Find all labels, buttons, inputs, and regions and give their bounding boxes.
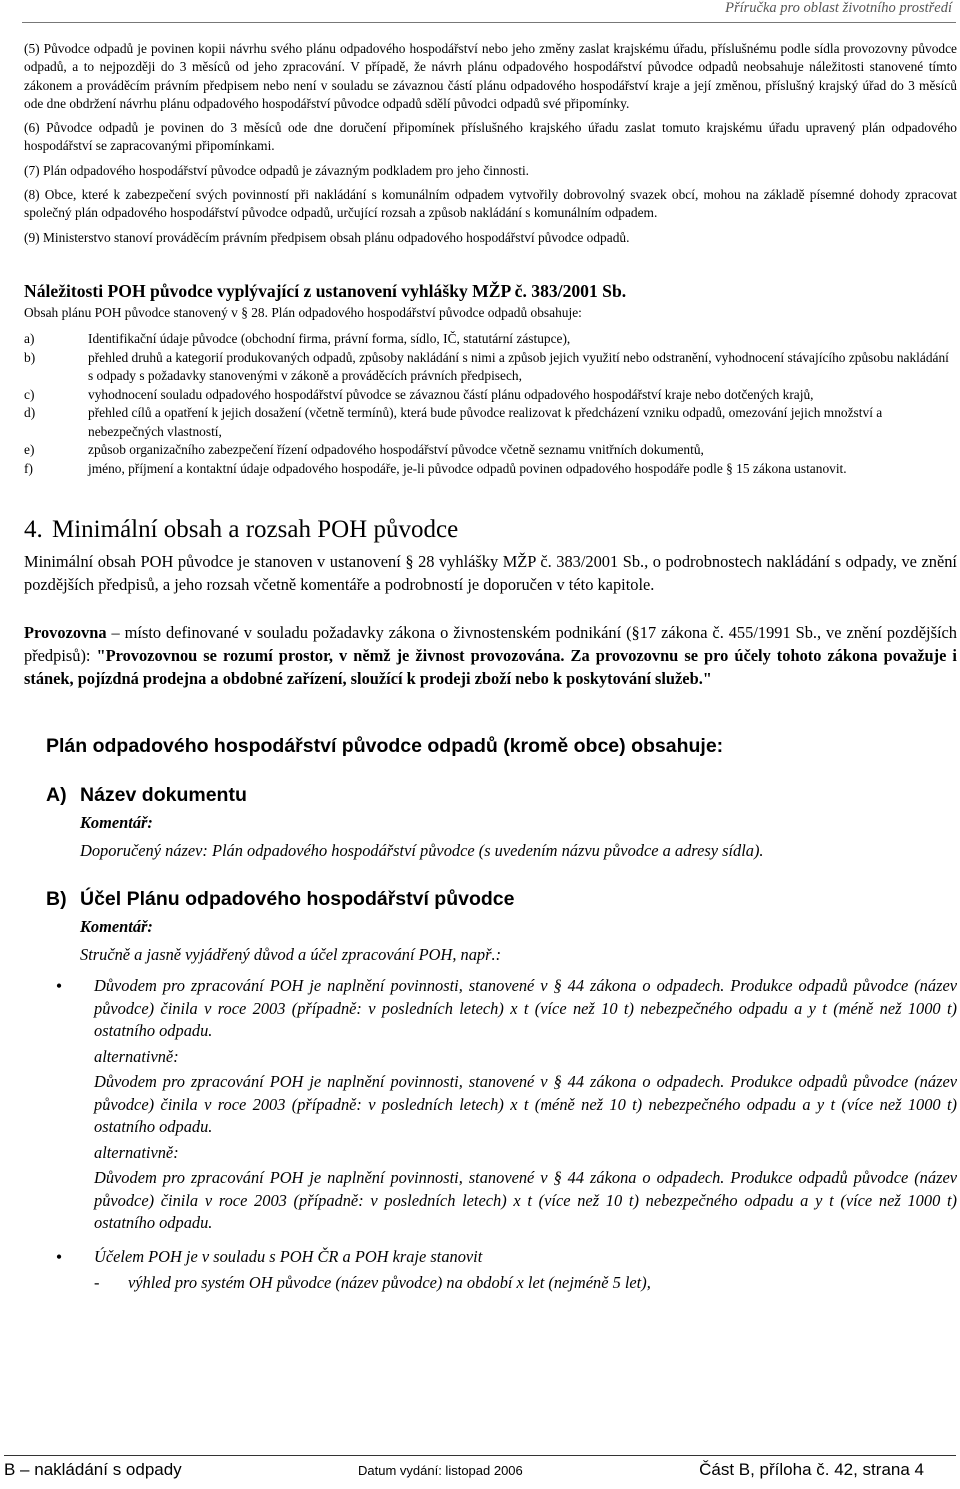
list-item-text: Identifikační údaje původce (obchodní firma, právní forma, sídlo, IČ, statutární zástupce), [88, 331, 571, 347]
page-content [24, 40, 957, 1295]
definition-quote: "Provozovnou se rozumí prostor, v němž je živnost provozována. Za provozovnu se pro účely tohoto zákona považuje i stánek, pojízdná prodejna a obdobné zařízení, sloužící k prodeji zboží nebo k poskytování služeb." [24, 645, 957, 689]
comment-label: Komentář: [80, 917, 153, 937]
sub-item-text: výhled pro systém OH původce (název původce) na období x let (nejméně 5 let), [128, 1273, 651, 1293]
definition-paragraph [24, 621, 957, 691]
section-title-text: Účel Plánu odpadového hospodářství původce [80, 888, 515, 911]
reason-variant-3: Důvodem pro zpracování POH je naplnění povinnosti, stanovené v § 44 zákona o odpadech. Produkce odpadů původce (název původce) činila v roce 2003 (případně: v posledních letech) x t (více než 10 t) nebezpečného odpadu a y t (více než 1000 t) ostatního odpadu. [94, 1168, 957, 1233]
section-letter: A) [46, 784, 67, 807]
requirements-heading: Náležitosti POH původce vyplývající z ustanovení vyhlášky MŽP č. 383/2001 Sb. [24, 280, 627, 301]
alternative-label: alternativně: [94, 1046, 179, 1066]
footer-issue-date: Datum vydání: listopad 2006 [358, 1463, 523, 1478]
intro-paragraph-8: (8) Obce, které k zabezpečení svých povinností při nakládání s komunálním odpadem vytvořily dobrovolný svazek obcí, mohou na základě písemné dohody zpracovat společný plán odpadového hospodářství původce odpadů, určující rozsah a způsob nakládání s komunálním odpadem. [24, 187, 957, 221]
running-header-title: Příručka pro oblast životního prostředí [725, 0, 952, 16]
section-b-title [46, 888, 957, 911]
requirements-lead: Obsah plánu POH původce stanovený v § 28. Plán odpadového hospodářství původce odpadů obsahuje: [24, 304, 582, 320]
intro-paragraph-7: (7) Plán odpadového hospodářství původce odpadů je závazným podkladem pro jeho činnosti. [24, 162, 530, 178]
intro-paragraph-9: (9) Ministerstvo stanoví prováděcím právním předpisem obsah plánu odpadového hospodářství původce odpadů. [24, 229, 630, 245]
list-item [24, 349, 957, 386]
comment-text: Doporučený název: Plán odpadového hospodářství původce (s uvedením názvu původce a adresy sídla). [80, 841, 764, 861]
list-marker: e) [24, 442, 35, 458]
list-item [24, 460, 957, 479]
purpose-bullet-list [24, 975, 957, 1295]
sub-item [94, 1272, 957, 1295]
requirements-list [24, 330, 957, 478]
list-item [24, 404, 957, 441]
bullet-icon: • [55, 1246, 63, 1267]
list-item-text: jméno, příjmení a kontaktní údaje odpadového hospodáře, je-li původce odpadů povinen odpadového hospodáře podle § 15 zákona ustanovit. [88, 460, 847, 476]
list-item-text: přehled druhů a kategorií produkovaných odpadů, způsoby nakládání s nimi a způsob jejich využití nebo odstranění, vyhodnocení stávajícího způsobu nakládání s odpady s požadavky stanovenými v zákoně a prováděcích právních předpisech, [88, 349, 949, 384]
page-footer [4, 1460, 924, 1480]
footer-divider [4, 1455, 956, 1456]
list-item-text: přehled cílů a opatření k jejich dosažení (včetně termínů), která bude původce realizovat k předcházení vzniku odpadů, omezování jejich množství a nebezpečných vlastností, [88, 405, 883, 439]
chapter-heading [24, 516, 957, 544]
sub-item-marker: - [94, 1273, 100, 1293]
purpose-text: Účelem POH je v souladu s POH ČR a POH kraje stanovit [94, 1246, 483, 1266]
list-marker: a) [24, 331, 35, 347]
bullet-icon: • [55, 976, 63, 997]
section-b [46, 888, 957, 966]
list-item [24, 330, 957, 349]
header-divider [22, 22, 956, 23]
bullet-body [94, 975, 957, 1238]
intro-paragraph-5: (5) Původce odpadů je povinen kopii návrhu svého plánu odpadového hospodářství nebo jeho změny zaslat krajskému úřadu, příslušnému podle sídla provozovny původce odpadů, a to nejpozději do 3 měsíců od jeho zpracování. V případě, že návrh plánu odpadového hospodářství původce odpadů neobsahuje náležitosti stanovené tímto zákonem a prováděcím právním předpisem nebo není v souladu se závaznou částí plánu odpadového hospodářství kraje a její změnou, příslušný krajský úřad do 3 měsíců ode dne obdržení návrhu plánu odpadového hospodářství původce odpadů sdělí původci odpadů své připomínky. [24, 41, 957, 111]
intro-paragraph-6: (6) Původce odpadů je povinen do 3 měsíců ode dne doručení připomínek příslušného krajského úřadu zaslat tomuto krajskému úřadu upravený plán odpadového hospodářství se zapracovanými připomínkami. [24, 120, 957, 154]
list-item [24, 441, 957, 460]
bullet-body [94, 1246, 957, 1295]
list-item [24, 975, 957, 1238]
chapter-intro: Minimální obsah POH původce je stanoven v ustanovení § 28 vyhlášky MŽP č. 383/2001 Sb., o podrobnostech nakládání s odpady, ve znění pozdějších předpisů, a jeho rozsah včetně komentáře a podrobností je doporučen v této kapitole. [24, 552, 957, 595]
section-title-text: Název dokumentu [80, 784, 247, 807]
comment-label: Komentář: [80, 813, 153, 833]
list-marker: d) [24, 405, 36, 421]
list-marker: c) [24, 386, 35, 402]
section-a [46, 784, 957, 862]
definition-term: Provozovna [24, 622, 107, 642]
footer-section: B – nakládání s odpady [4, 1460, 182, 1479]
list-item-text: způsob organizačního zabezpečení řízení odpadového hospodářství původce včetně seznamu vnitřních dokumentů, [88, 442, 704, 458]
list-item [24, 1246, 957, 1295]
section-letter: B) [46, 888, 67, 911]
section-a-title [46, 784, 957, 807]
plan-heading: Plán odpadového hospodářství původce odpadů (kromě obce) obsahuje: [46, 735, 724, 758]
footer-page-info: Část B, příloha č. 42, strana 4 [699, 1460, 924, 1479]
list-item-text: vyhodnocení souladu odpadového hospodářství původce se závaznou částí plánu odpadového hospodářství kraje nebo dotčených krajů, [88, 386, 814, 402]
reason-variant-1: Důvodem pro zpracování POH je naplnění povinnosti, stanovené v § 44 zákona o odpadech. Produkce odpadů původce (název původce) činila v roce 2003 (případně: v posledních letech) x t (více než 10 t) nebezpečného odpadu a y t (méně než 1000 t) ostatního odpadu. [94, 976, 957, 1041]
alternative-label: alternativně: [94, 1142, 179, 1162]
list-marker: b) [24, 349, 36, 365]
comment-text: Stručně a jasně vyjádřený důvod a účel zpracování POH, např.: [80, 945, 502, 965]
definition-text: – místo definované v souladu požadavky zákona o živnostenském podnikání (§17 zákona č. 455/1991 Sb., ve znění pozdějších předpisů): [24, 622, 957, 665]
chapter-title: Minimální obsah a rozsah POH původce [52, 516, 459, 544]
list-item [24, 386, 957, 405]
reason-variant-2: Důvodem pro zpracování POH je naplnění povinnosti, stanovené v § 44 zákona o odpadech. Produkce odpadů původce (název původce) činila v roce 2003 (případně: v posledních letech) x t (méně než 10 t) nebezpečného odpadu a y t (více než 1000 t) ostatního odpadu. [94, 1072, 957, 1137]
chapter-number: 4. [24, 516, 43, 544]
list-marker: f) [24, 460, 33, 476]
